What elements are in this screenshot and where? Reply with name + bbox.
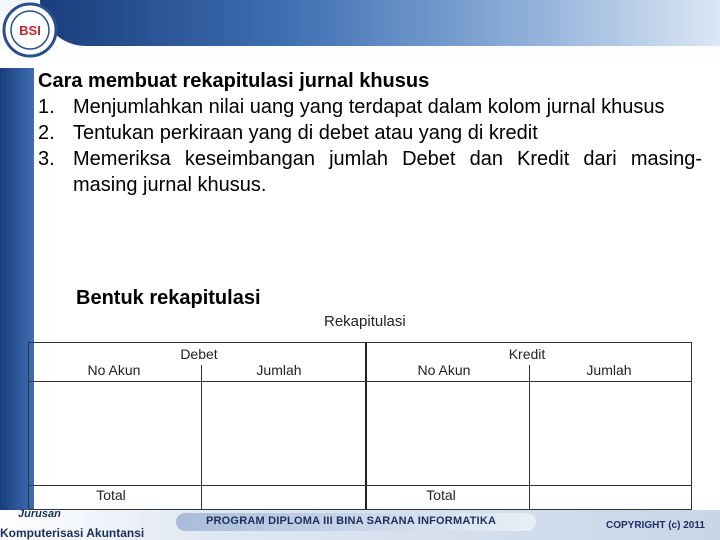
slide-content xyxy=(38,68,702,198)
list-item xyxy=(38,94,702,120)
list-item xyxy=(38,120,702,146)
header-swoosh xyxy=(40,0,720,46)
header-line xyxy=(29,381,691,382)
rekap-table xyxy=(28,342,692,510)
list-text: Memeriksa keseimbangan jumlah Debet dan Kredit dari masing-masing jurnal khusus. xyxy=(73,148,702,196)
total-debet-label: Total xyxy=(96,487,126,503)
column-divider xyxy=(201,365,202,509)
sub-heading: Bentuk rekapitulasi xyxy=(76,287,261,309)
col-no-akun-debet: No Akun xyxy=(87,362,141,378)
column-divider xyxy=(529,365,530,509)
footer-program: PROGRAM DIPLOMA III BINA SARANA INFORMATIKA xyxy=(206,515,497,527)
footer-copyright: COPYRIGHT (c) 2011 xyxy=(606,520,705,531)
list-number: 1. xyxy=(38,96,55,118)
footer-department-line2: Komputerisasi Akuntansi xyxy=(0,526,145,540)
table-title: Rekapitulasi xyxy=(324,313,406,330)
list-text: Menjumlahkan nilai uang yang terdapat dalam kolom jurnal khusus xyxy=(73,96,665,118)
total-kredit-label: Total xyxy=(426,487,456,503)
col-jumlah-kredit: Jumlah xyxy=(586,362,632,378)
list-item xyxy=(38,146,702,198)
footer-department-line1: Jurusan xyxy=(18,508,61,520)
bsi-logo xyxy=(2,2,58,58)
steps-list xyxy=(38,94,702,198)
logo-text: BSI xyxy=(19,23,41,38)
slide-heading: Cara membuat rekapitulasi jurnal khusus xyxy=(38,70,430,92)
col-jumlah-debet: Jumlah xyxy=(256,362,302,378)
total-line xyxy=(29,485,691,486)
list-text: Tentukan perkiraan yang di debet atau yang di kredit xyxy=(73,122,538,144)
group-kredit: Kredit xyxy=(508,346,546,362)
col-no-akun-kredit: No Akun xyxy=(417,362,471,378)
list-number: 3. xyxy=(38,148,55,170)
list-number: 2. xyxy=(38,122,55,144)
group-debet: Debet xyxy=(180,346,218,362)
